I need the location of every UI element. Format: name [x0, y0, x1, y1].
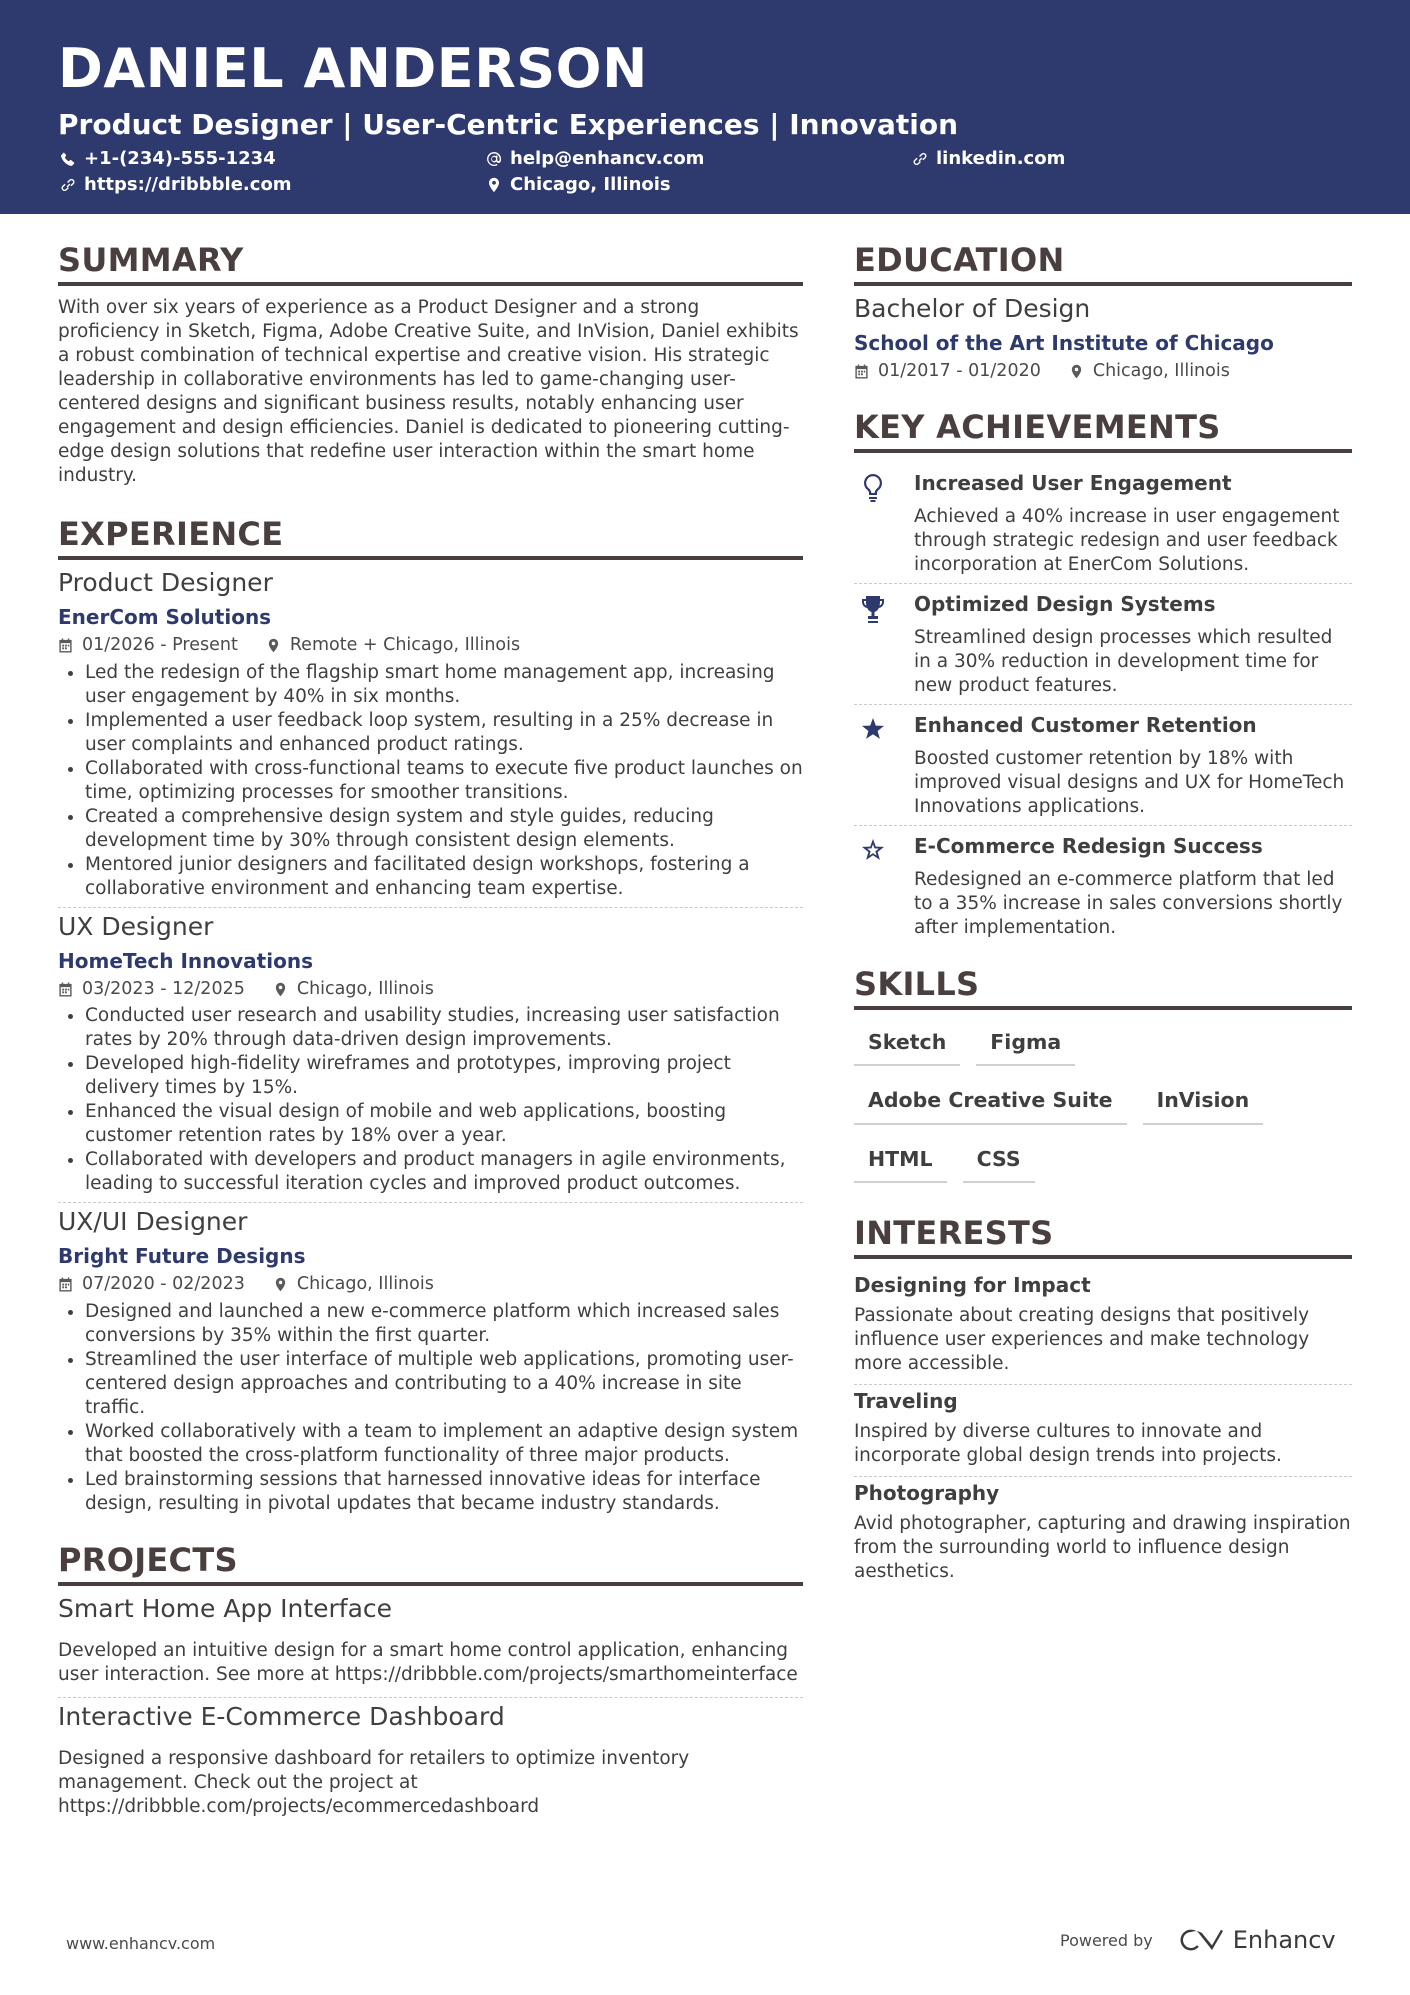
- job-location: Remote + Chicago, Illinois: [289, 635, 521, 655]
- skill-tag: CSS: [963, 1137, 1035, 1184]
- project-item: [58, 1593, 803, 1698]
- contact-email[interactable]: [486, 150, 704, 168]
- lightbulb-icon: [858, 473, 888, 505]
- section-title-achievements: KEY ACHIEVEMENTS: [854, 411, 1352, 453]
- website-text: https://dribbble.com: [84, 174, 292, 195]
- link-icon: [912, 151, 928, 167]
- job-dates: 01/2026 - Present: [82, 635, 238, 655]
- job-bullet: • Created a comprehensive design system and style guides, reducing development time by 30% through consistent design elements.: [85, 805, 803, 853]
- job-dates: 03/2023 - 12/2025: [82, 978, 245, 999]
- job-bullet: • Implemented a user feedback loop system, resulting in a 25% decrease in user complaints and enhanced product ratings.: [85, 709, 803, 757]
- map-pin-icon: [273, 982, 288, 997]
- phone-icon: [60, 151, 76, 167]
- education-dates: 01/2017 - 01/2020: [878, 361, 1041, 381]
- calendar-icon: [58, 1277, 73, 1292]
- interest-text: Avid photographer, capturing and drawing inspiration from the surrounding world to influence design aesthetics.: [854, 1513, 1351, 1582]
- map-pin-icon: [273, 1277, 288, 1292]
- trophy-icon: [858, 594, 888, 626]
- project-text: Designed a responsive dashboard for retailers to optimize inventory management. Check out the project at https://dribbble.com/projects/ecommercedashboard: [58, 1747, 690, 1817]
- star-filled-icon: [858, 715, 888, 747]
- job-bullet: • Conducted user research and usability studies, increasing user satisfaction rates by 20% through data-driven design improvements.: [85, 1004, 803, 1052]
- map-pin-icon: [1069, 364, 1084, 379]
- skills-list: [854, 1020, 1352, 1196]
- powered-by-text: Powered by: [1060, 1930, 1153, 1950]
- interests-section: [854, 1214, 1352, 1592]
- calendar-icon: [58, 982, 73, 997]
- job-meta: [58, 637, 803, 655]
- left-column: [58, 241, 803, 1835]
- brand-name: Enhancv: [1232, 1926, 1336, 1954]
- job-bullet: • Led the redesign of the flagship smart home management app, increasing user engagement by 40% in six months.: [85, 661, 803, 709]
- contact-location: [486, 176, 671, 194]
- skill-tag: Figma: [976, 1020, 1075, 1067]
- achievement-text: Boosted customer retention by 18% with improved visual designs and UX for HomeTech Innovations applications.: [914, 747, 1345, 817]
- section-title-education: EDUCATION: [854, 244, 1352, 286]
- job-bullet: • Led brainstorming sessions that harnessed innovative ideas for interface design, resulting in pivotal updates that became industry standards.: [85, 1468, 803, 1516]
- project-text: Developed an intuitive design for a smart home control application, enhancing user interaction. See more at https://dribbble.com/projects/smarthomeinterface: [58, 1639, 798, 1685]
- achievement-item: [854, 705, 1352, 826]
- job-dates: 07/2020 - 02/2023: [82, 1274, 245, 1294]
- interest-title: Designing for Impact: [854, 1273, 1091, 1297]
- education-degree: Bachelor of Design: [854, 294, 1091, 323]
- summary-text: With over six years of experience as a Product Designer and a strong proficiency in Sketch, Figma, Adobe Creative Suite, and InVision, Daniel exhibits a robust combination of technical expertise and creative vision. His strategic leadership in collaborative environments has led to game-changing user-centered designs and significant business results, notably enhancing user engagement and design efficiencies. Daniel is dedicated to pioneering cutting-edge design solutions that redefine user interaction within the smart home industry.: [58, 297, 799, 486]
- interest-item: [854, 1477, 1352, 1592]
- job-role: UX Designer: [58, 911, 214, 941]
- interest-item: [854, 1385, 1352, 1477]
- location-text: Chicago, Illinois: [510, 174, 671, 195]
- job-company: EnerCom Solutions: [58, 605, 272, 629]
- experience-item: [58, 570, 803, 908]
- star-outline-icon: [858, 836, 888, 868]
- resume-header: [0, 0, 1410, 214]
- experience-item: [58, 1209, 803, 1522]
- achievement-text: Achieved a 40% increase in user engagement through strategic redesign and user feedback incorporation at EnerCom Solutions.: [914, 505, 1340, 575]
- interest-text: Passionate about creating designs that positively influence user experiences and make technology more accessible.: [854, 1305, 1310, 1374]
- achievement-title: Enhanced Customer Retention: [914, 712, 1257, 737]
- job-location: Chicago, Illinois: [296, 978, 434, 999]
- map-pin-icon: [486, 177, 502, 193]
- footer-website[interactable]: www.enhancv.com: [66, 1934, 216, 1953]
- education-section: [854, 241, 1352, 381]
- calendar-icon: [854, 364, 869, 379]
- job-bullet: • Worked collaboratively with a team to implement an adaptive design system that boosted the cross-platform functionality of three major products.: [85, 1420, 803, 1468]
- skills-section: [854, 964, 1352, 1196]
- skill-tag: HTML: [854, 1137, 947, 1184]
- job-bullets: [58, 1004, 803, 1196]
- contact-phone: [60, 150, 276, 168]
- linkedin-text: linkedin.com: [936, 148, 1066, 169]
- project-item: [58, 1701, 803, 1829]
- link-icon: [60, 177, 76, 193]
- job-company: Bright Future Designs: [58, 1244, 306, 1268]
- job-bullets: [58, 661, 803, 901]
- achievement-text: Streamlined design processes which resulted in a 30% reduction in development time for new product features.: [914, 626, 1333, 696]
- achievement-title: Increased User Engagement: [914, 470, 1232, 495]
- phone-text: +1-(234)-555-1234: [84, 148, 276, 169]
- right-column: [854, 241, 1352, 1592]
- contact-website[interactable]: [60, 176, 292, 194]
- job-bullet: • Collaborated with developers and product managers in agile environments, leading to successful iteration cycles and improved product outcomes.: [85, 1148, 803, 1196]
- skill-tag: InVision: [1143, 1078, 1264, 1125]
- experience-section: [58, 515, 803, 1522]
- job-bullet: • Collaborated with cross-functional teams to execute five product launches on time, optimizing processes for smoother transitions.: [85, 757, 803, 805]
- project-name: Interactive E-Commerce Dashboard: [58, 1701, 505, 1731]
- job-bullet: • Mentored junior designers and facilitated design workshops, fostering a collaborative environment and enhancing team expertise.: [85, 853, 803, 901]
- section-title-skills: SKILLS: [854, 968, 1352, 1010]
- education-meta: [854, 363, 1352, 381]
- job-role: Product Designer: [58, 568, 273, 597]
- section-title-interests: INTERESTS: [854, 1217, 1352, 1259]
- job-bullet: • Developed high-fidelity wireframes and prototypes, improving project delivery times by 15%.: [85, 1052, 803, 1100]
- job-bullets: [58, 1300, 803, 1516]
- contact-linkedin[interactable]: [912, 150, 1065, 168]
- job-role: UX/UI Designer: [58, 1207, 248, 1236]
- candidate-name: DANIEL ANDERSON: [58, 37, 648, 100]
- project-name: Smart Home App Interface: [58, 1593, 393, 1623]
- enhancv-logo-icon: [1179, 1928, 1225, 1952]
- education-location: Chicago, Illinois: [1092, 361, 1230, 381]
- experience-item: [58, 911, 803, 1204]
- map-pin-icon: [266, 638, 281, 653]
- section-title-experience: EXPERIENCE: [58, 518, 803, 560]
- summary-section: [58, 241, 803, 488]
- projects-section: [58, 1540, 803, 1829]
- interest-title: Traveling: [854, 1389, 958, 1413]
- job-company: HomeTech Innovations: [58, 948, 313, 973]
- email-text: help@enhancv.com: [510, 148, 705, 169]
- job-bullet: • Streamlined the user interface of multiple web applications, promoting user-centered design approaches and contributing to a 40% increase in site traffic.: [85, 1348, 803, 1420]
- section-title-summary: SUMMARY: [58, 244, 803, 286]
- interest-title: Photography: [854, 1481, 1000, 1505]
- job-meta: [58, 1276, 803, 1294]
- candidate-headline: Product Designer | User-Centric Experiences | Innovation: [58, 108, 959, 141]
- calendar-icon: [58, 638, 73, 653]
- achievement-item: [854, 463, 1352, 584]
- interest-item: [854, 1269, 1352, 1385]
- achievement-item: [854, 826, 1352, 946]
- at-icon: [486, 151, 502, 167]
- job-meta: [58, 978, 803, 999]
- skill-tag: Sketch: [854, 1020, 960, 1067]
- achievement-item: [854, 584, 1352, 705]
- achievement-text: Redesigned an e-commerce platform that led to a 35% increase in sales conversions shortly after implementation.: [914, 868, 1343, 938]
- section-title-projects: PROJECTS: [58, 1544, 803, 1586]
- footer-branding[interactable]: [1060, 1926, 1336, 1954]
- skill-tag: Adobe Creative Suite: [854, 1078, 1127, 1125]
- achievements-section: [854, 407, 1352, 946]
- education-school: School of the Art Institute of Chicago: [854, 331, 1274, 355]
- job-bullet: • Designed and launched a new e-commerce platform which increased sales conversions by 35% within the first quarter.: [85, 1300, 803, 1348]
- achievement-title: E-Commerce Redesign Success: [914, 833, 1263, 858]
- job-location: Chicago, Illinois: [296, 1274, 434, 1294]
- achievement-title: Optimized Design Systems: [914, 591, 1216, 616]
- job-bullet: • Enhanced the visual design of mobile and web applications, boosting customer retention rates by 18% over a year.: [85, 1100, 803, 1148]
- interest-text: Inspired by diverse cultures to innovate and incorporate global design trends into projects.: [854, 1421, 1282, 1466]
